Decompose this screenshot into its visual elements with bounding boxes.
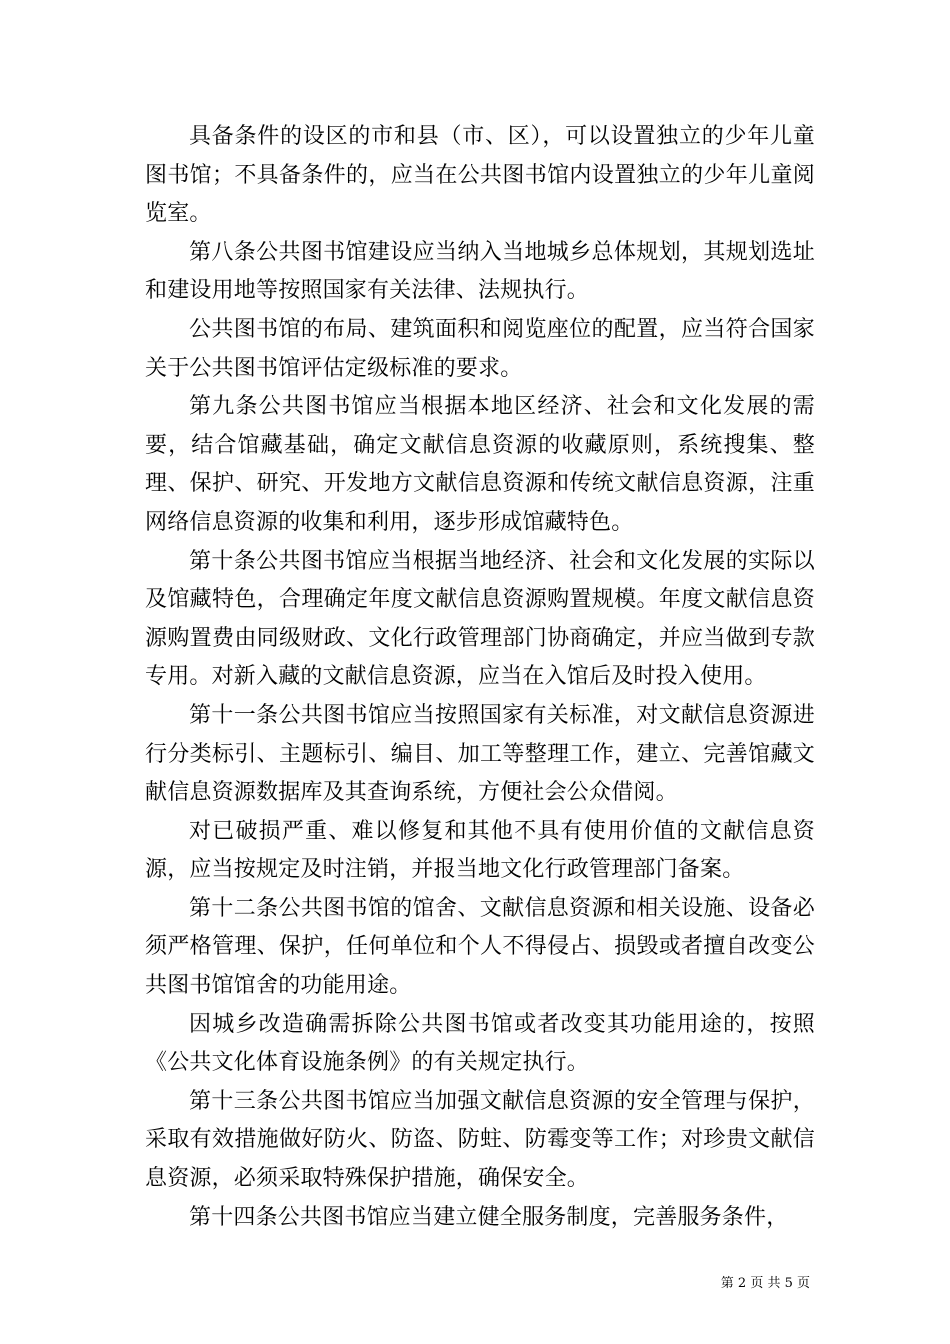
paragraph: 第九条公共图书馆应当根据本地区经济、社会和文化发展的需要，结合馆藏基础，确定文献信息资源的收藏原则，系统搜集、整理、保护、研究、开发地方文献信息资源和传统文献信息资源，注重网络信息资源的收集和利用，逐步形成馆藏特色。	[145, 394, 815, 535]
paragraph: 第十条公共图书馆应当根据当地经济、社会和文化发展的实际以及馆藏特色，合理确定年度文献信息资源购置规模。年度文献信息资源购置费由同级财政、文化行政管理部门协商确定，并应当做到专款专用。对新入藏的文献信息资源，应当在入馆后及时投入使用。	[145, 548, 815, 690]
paragraph: 第十三条公共图书馆应当加强文献信息资源的安全管理与保护，采取有效措施做好防火、防盗、防蛀、防霉变等工作；对珍贵文献信息资源，必须采取特殊保护措施，确保安全。	[145, 1088, 815, 1192]
paragraph: 第十四条公共图书馆应当建立健全服务制度，完善服务条件，	[189, 1204, 789, 1230]
paragraph: 第十一条公共图书馆应当按照国家有关标准，对文献信息资源进行分类标引、主题标引、编目、加工等整理工作，建立、完善馆藏文献信息资源数据库及其查询系统，方便社会公众借阅。	[145, 702, 815, 806]
document-body	[145, 118, 815, 1237]
paragraph: 第十二条公共图书馆的馆舍、文献信息资源和相关设施、设备必须严格管理、保护，任何单位和个人不得侵占、损毁或者擅自改变公共图书馆馆舍的功能用途。	[145, 895, 815, 999]
page-number-footer: 第 2 页 共 5 页	[720, 1276, 810, 1291]
paragraph: 对已破损严重、难以修复和其他不具有使用价值的文献信息资源，应当按规定及时注销，并报当地文化行政管理部门备案。	[145, 818, 815, 883]
paragraph: 公共图书馆的布局、建筑面积和阅览座位的配置，应当符合国家关于公共图书馆评估定级标准的要求。	[145, 316, 815, 381]
paragraph: 第八条公共图书馆建设应当纳入当地城乡总体规划，其规划选址和建设用地等按照国家有关法律、法规执行。	[145, 239, 815, 304]
paragraph: 因城乡改造确需拆除公共图书馆或者改变其功能用途的，按照《公共文化体育设施条例》的有关规定执行。	[145, 1011, 815, 1076]
paragraph: 具备条件的设区的市和县（市、区），可以设置独立的少年儿童图书馆；不具备条件的，应当在公共图书馆内设置独立的少年儿童阅览室。	[145, 124, 815, 227]
